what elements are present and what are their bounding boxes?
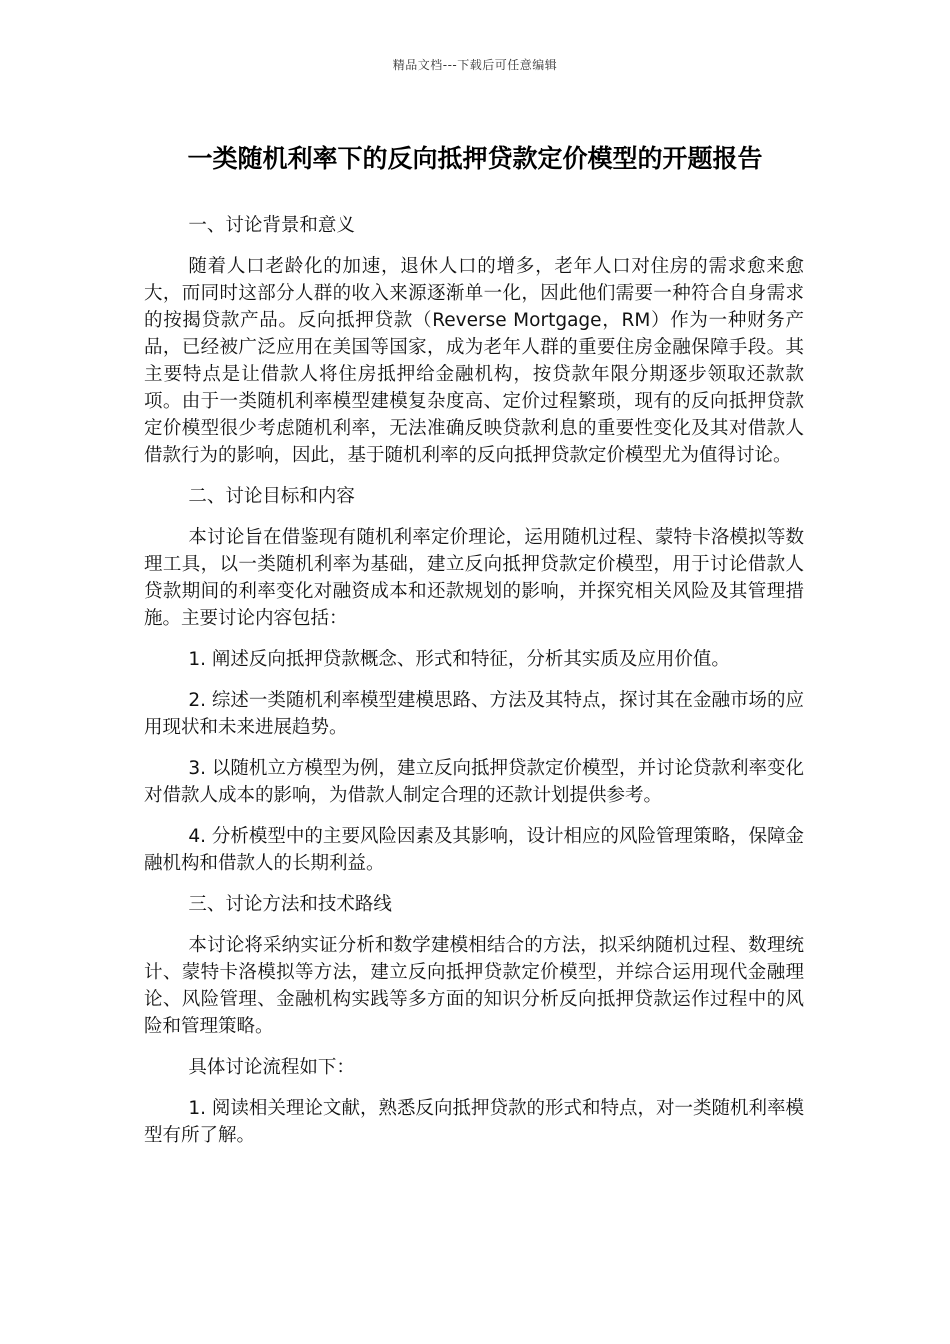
paragraph-objectives-intro: 本讨论旨在借鉴现有随机利率定价理论，运用随机过程、蒙特卡洛模拟等数理工具，以一类随机利率为基础，建立反向抵押贷款定价模型，用于讨论借款人贷款期间的利率变化对融资成本和还款规划的影响，并探究相关风险及其管理措施。主要讨论内容包括：	[144, 527, 804, 629]
document-body	[144, 212, 804, 1163]
document-title: 一类随机利率下的反向抵押贷款定价模型的开题报告	[187, 144, 763, 173]
section-heading-methods: 三、讨论方法和技术路线	[188, 894, 392, 915]
list-item-objective-2: 2. 综述一类随机利率模型建模思路、方法及其特点，探讨其在金融市场的应用现状和未来进展趋势。	[144, 690, 804, 738]
page-header: 精品文档---下载后可任意编辑	[392, 58, 558, 72]
paragraph-process-intro: 具体讨论流程如下：	[188, 1057, 355, 1078]
list-item-process-1: 1. 阅读相关理论文献，熟悉反向抵押贷款的形式和特点，对一类随机利率模型有所了解。	[144, 1098, 804, 1146]
list-item-objective-1: 1. 阐述反向抵押贷款概念、形式和特征，分析其实质及应用价值。	[188, 649, 730, 670]
paragraph-background: 随着人口老龄化的加速，退休人口的增多，老年人口对住房的需求愈来愈大，而同时这部分人群的收入来源逐渐单一化，因此他们需要一种符合自身需求的按揭贷款产品。反向抵押贷款（Reverse Mortgage，RM）作为一种财务产品，已经被广泛应用在美国等国家，成为老年人群的重要住房金融保障手段。其主要特点是让借款人将住房抵押给金融机构，按贷款年限分期逐步领取还款款项。由于一类随机利率模型建模复杂度高、定价过程繁琐，现有的反向抵押贷款定价模型很少考虑随机利率，无法准确反映贷款利息的重要性变化及其对借款人借款行为的影响，因此，基于随机利率的反向抵押贷款定价模型尤为值得讨论。	[144, 256, 804, 466]
list-item-objective-4: 4. 分析模型中的主要风险因素及其影响，设计相应的风险管理策略，保障金融机构和借款人的长期利益。	[144, 826, 804, 874]
paragraph-methods: 本讨论将采纳实证分析和数学建模相结合的方法，拟采纳随机过程、数理统计、蒙特卡洛模拟等方法，建立反向抵押贷款定价模型，并综合运用现代金融理论、风险管理、金融机构实践等多方面的知识分析反向抵押贷款运作过程中的风险和管理策略。	[144, 935, 804, 1037]
list-item-objective-3: 3. 以随机立方模型为例，建立反向抵押贷款定价模型，并讨论贷款利率变化对借款人成本的影响，为借款人制定合理的还款计划提供参考。	[144, 758, 804, 806]
section-heading-background: 一、讨论背景和意义	[188, 215, 355, 236]
section-heading-objectives: 二、讨论目标和内容	[188, 486, 355, 507]
